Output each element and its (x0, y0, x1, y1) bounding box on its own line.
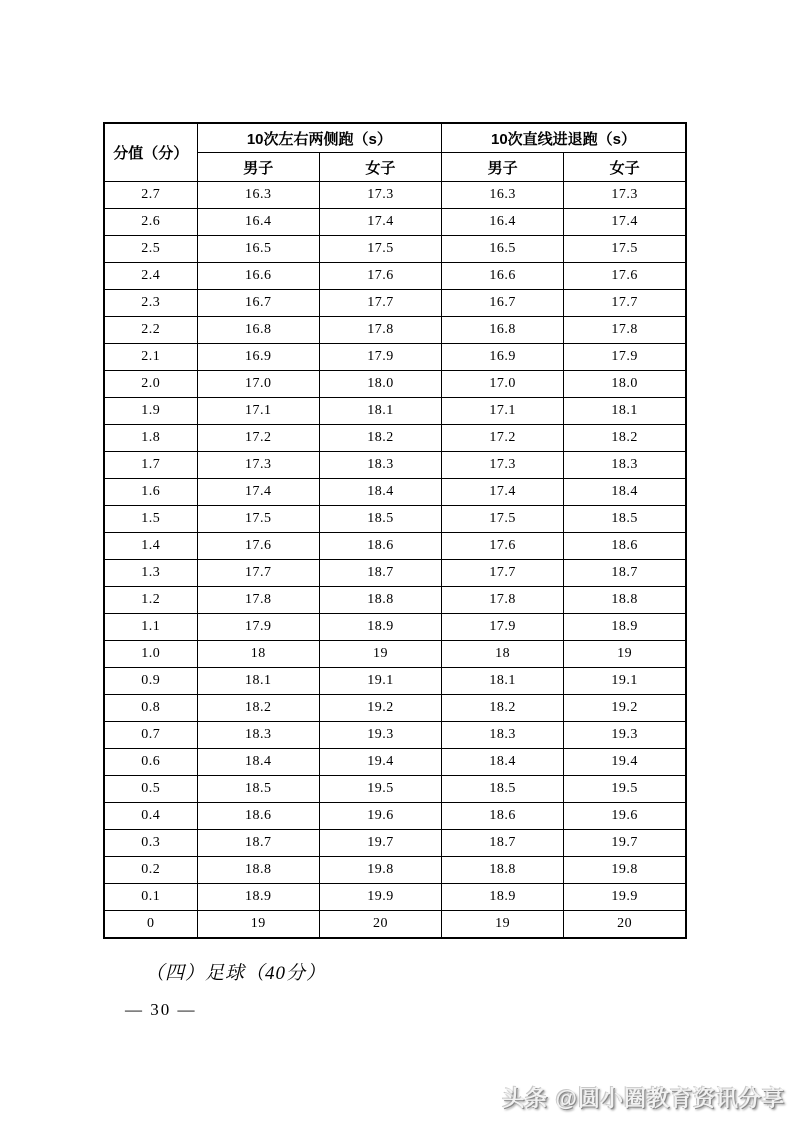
header-female-2: 女子 (564, 153, 686, 182)
score-cell: 2.0 (104, 371, 197, 398)
time-value-cell: 19.2 (564, 695, 686, 722)
time-value-cell: 19 (564, 641, 686, 668)
time-value-cell: 17.3 (564, 182, 686, 209)
score-cell: 1.7 (104, 452, 197, 479)
time-value-cell: 19.5 (564, 776, 686, 803)
time-value-cell: 19.2 (319, 695, 441, 722)
time-value-cell: 18.4 (197, 749, 319, 776)
score-cell: 1.0 (104, 641, 197, 668)
table-row (104, 317, 686, 344)
time-value-cell: 16.6 (442, 263, 564, 290)
score-cell: 2.4 (104, 263, 197, 290)
header-group-side-run: 10次左右两侧跑（s） (197, 123, 441, 153)
header-male-2: 男子 (442, 153, 564, 182)
score-cell: 1.2 (104, 587, 197, 614)
time-value-cell: 17.7 (442, 560, 564, 587)
table-row (104, 533, 686, 560)
time-value-cell: 18.3 (197, 722, 319, 749)
time-value-cell: 19.6 (564, 803, 686, 830)
time-value-cell: 19.5 (319, 776, 441, 803)
time-value-cell: 17.9 (564, 344, 686, 371)
score-cell: 2.2 (104, 317, 197, 344)
time-value-cell: 18.2 (442, 695, 564, 722)
time-value-cell: 17.1 (442, 398, 564, 425)
time-value-cell: 18.3 (319, 452, 441, 479)
time-value-cell: 18.7 (197, 830, 319, 857)
time-value-cell: 18.8 (442, 857, 564, 884)
time-value-cell: 17.4 (197, 479, 319, 506)
time-value-cell: 19 (319, 641, 441, 668)
time-value-cell: 19 (442, 911, 564, 939)
time-value-cell: 18.7 (319, 560, 441, 587)
time-value-cell: 18.5 (197, 776, 319, 803)
time-value-cell: 17.8 (197, 587, 319, 614)
table-row (104, 614, 686, 641)
table-row (104, 290, 686, 317)
time-value-cell: 17.7 (564, 290, 686, 317)
score-cell: 1.3 (104, 560, 197, 587)
table-row (104, 209, 686, 236)
score-cell: 0.8 (104, 695, 197, 722)
score-cell: 2.5 (104, 236, 197, 263)
section-caption: （四）足球（40分） (145, 963, 327, 984)
time-value-cell: 19.9 (319, 884, 441, 911)
table-row (104, 506, 686, 533)
header-female-1: 女子 (319, 153, 441, 182)
time-value-cell: 17.3 (319, 182, 441, 209)
time-value-cell: 19.7 (319, 830, 441, 857)
header-score-column: 分值（分） (104, 123, 197, 182)
table-row (104, 695, 686, 722)
time-value-cell: 19.1 (319, 668, 441, 695)
time-value-cell: 16.5 (442, 236, 564, 263)
time-value-cell: 18.1 (442, 668, 564, 695)
table-row (104, 344, 686, 371)
time-value-cell: 18.9 (442, 884, 564, 911)
time-value-cell: 18.9 (319, 614, 441, 641)
time-value-cell: 18.6 (319, 533, 441, 560)
time-value-cell: 16.7 (197, 290, 319, 317)
time-value-cell: 17.0 (197, 371, 319, 398)
time-value-cell: 18.6 (564, 533, 686, 560)
time-value-cell: 19.4 (564, 749, 686, 776)
time-value-cell: 18.1 (564, 398, 686, 425)
score-cell: 1.8 (104, 425, 197, 452)
time-value-cell: 19.3 (319, 722, 441, 749)
table-row (104, 479, 686, 506)
time-value-cell: 17.6 (442, 533, 564, 560)
header-group-line-run: 10次直线进退跑（s） (442, 123, 686, 153)
time-value-cell: 17.5 (564, 236, 686, 263)
time-value-cell: 18.2 (319, 425, 441, 452)
table-row (104, 722, 686, 749)
time-value-cell: 17.6 (319, 263, 441, 290)
time-value-cell: 16.4 (197, 209, 319, 236)
time-value-cell: 18 (197, 641, 319, 668)
score-cell: 2.1 (104, 344, 197, 371)
score-cell: 1.1 (104, 614, 197, 641)
score-cell: 0.7 (104, 722, 197, 749)
table-row (104, 236, 686, 263)
time-value-cell: 17.9 (319, 344, 441, 371)
table-header (104, 123, 686, 182)
table-row (104, 425, 686, 452)
time-value-cell: 18.5 (442, 776, 564, 803)
score-cell: 0.1 (104, 884, 197, 911)
time-value-cell: 18.8 (564, 587, 686, 614)
time-value-cell: 18.8 (319, 587, 441, 614)
table-row (104, 371, 686, 398)
time-value-cell: 17.9 (197, 614, 319, 641)
table-row (104, 911, 686, 939)
time-value-cell: 17.3 (442, 452, 564, 479)
time-value-cell: 17.5 (319, 236, 441, 263)
table-row (104, 560, 686, 587)
time-value-cell: 17.6 (197, 533, 319, 560)
time-value-cell: 19.6 (319, 803, 441, 830)
time-value-cell: 16.4 (442, 209, 564, 236)
time-value-cell: 18.7 (564, 560, 686, 587)
time-value-cell: 18.5 (319, 506, 441, 533)
time-value-cell: 18.6 (197, 803, 319, 830)
time-value-cell: 17.5 (442, 506, 564, 533)
time-value-cell: 17.8 (564, 317, 686, 344)
time-value-cell: 17.1 (197, 398, 319, 425)
time-value-cell: 18.4 (319, 479, 441, 506)
time-value-cell: 17.5 (197, 506, 319, 533)
table-row (104, 830, 686, 857)
score-cell: 2.7 (104, 182, 197, 209)
table-row (104, 263, 686, 290)
time-value-cell: 18 (442, 641, 564, 668)
score-conversion-table (103, 122, 687, 939)
time-value-cell: 18.3 (564, 452, 686, 479)
score-cell: 0.4 (104, 803, 197, 830)
time-value-cell: 16.9 (442, 344, 564, 371)
time-value-cell: 17.4 (564, 209, 686, 236)
time-value-cell: 18.4 (564, 479, 686, 506)
time-value-cell: 17.3 (197, 452, 319, 479)
time-value-cell: 18.3 (442, 722, 564, 749)
table-row (104, 668, 686, 695)
time-value-cell: 18.6 (442, 803, 564, 830)
time-value-cell: 19.8 (564, 857, 686, 884)
time-value-cell: 18.2 (564, 425, 686, 452)
watermark: 头条 @圆小圈教育资讯分享 (502, 1086, 785, 1111)
time-value-cell: 16.6 (197, 263, 319, 290)
table-row (104, 398, 686, 425)
time-value-cell: 18.4 (442, 749, 564, 776)
time-value-cell: 18.9 (197, 884, 319, 911)
score-cell: 1.6 (104, 479, 197, 506)
table-row (104, 641, 686, 668)
header-male-1: 男子 (197, 153, 319, 182)
time-value-cell: 20 (319, 911, 441, 939)
time-value-cell: 17.4 (442, 479, 564, 506)
page-number: — 30 — (125, 1000, 197, 1019)
time-value-cell: 19.4 (319, 749, 441, 776)
table-row (104, 884, 686, 911)
time-value-cell: 16.3 (197, 182, 319, 209)
time-value-cell: 17.7 (319, 290, 441, 317)
score-cell: 1.9 (104, 398, 197, 425)
time-value-cell: 17.6 (564, 263, 686, 290)
time-value-cell: 17.8 (319, 317, 441, 344)
time-value-cell: 18.2 (197, 695, 319, 722)
time-value-cell: 19.1 (564, 668, 686, 695)
score-cell: 2.3 (104, 290, 197, 317)
table-row (104, 776, 686, 803)
score-cell: 0.6 (104, 749, 197, 776)
table-row (104, 803, 686, 830)
table-row (104, 182, 686, 209)
score-cell: 0.5 (104, 776, 197, 803)
time-value-cell: 16.9 (197, 344, 319, 371)
time-value-cell: 17.8 (442, 587, 564, 614)
time-value-cell: 17.2 (442, 425, 564, 452)
time-value-cell: 19 (197, 911, 319, 939)
time-value-cell: 16.8 (442, 317, 564, 344)
time-value-cell: 19.8 (319, 857, 441, 884)
time-value-cell: 16.3 (442, 182, 564, 209)
time-value-cell: 18.1 (197, 668, 319, 695)
time-value-cell: 17.0 (442, 371, 564, 398)
time-value-cell: 16.5 (197, 236, 319, 263)
time-value-cell: 19.9 (564, 884, 686, 911)
time-value-cell: 17.2 (197, 425, 319, 452)
score-cell: 0.3 (104, 830, 197, 857)
time-value-cell: 18.7 (442, 830, 564, 857)
time-value-cell: 18.1 (319, 398, 441, 425)
time-value-cell: 16.7 (442, 290, 564, 317)
score-cell: 0 (104, 911, 197, 939)
time-value-cell: 18.8 (197, 857, 319, 884)
time-value-cell: 19.3 (564, 722, 686, 749)
table-row (104, 587, 686, 614)
time-value-cell: 17.7 (197, 560, 319, 587)
score-cell: 1.4 (104, 533, 197, 560)
time-value-cell: 18.5 (564, 506, 686, 533)
score-cell: 2.6 (104, 209, 197, 236)
table-row (104, 749, 686, 776)
header-row-groups (104, 123, 686, 153)
time-value-cell: 17.4 (319, 209, 441, 236)
table-body (104, 182, 686, 939)
score-cell: 0.2 (104, 857, 197, 884)
time-value-cell: 19.7 (564, 830, 686, 857)
table-row (104, 857, 686, 884)
time-value-cell: 17.9 (442, 614, 564, 641)
score-cell: 0.9 (104, 668, 197, 695)
time-value-cell: 18.0 (319, 371, 441, 398)
time-value-cell: 18.9 (564, 614, 686, 641)
score-cell: 1.5 (104, 506, 197, 533)
time-value-cell: 16.8 (197, 317, 319, 344)
time-value-cell: 20 (564, 911, 686, 939)
table-row (104, 452, 686, 479)
time-value-cell: 18.0 (564, 371, 686, 398)
